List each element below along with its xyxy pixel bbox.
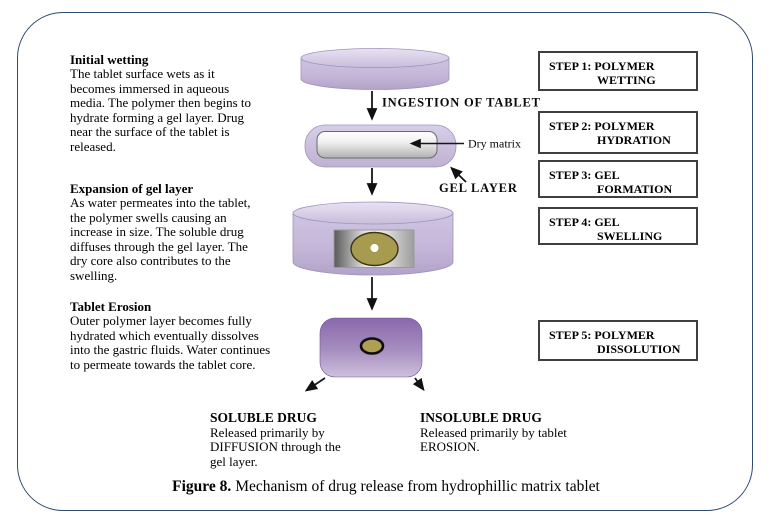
figure-caption: [0, 478, 772, 496]
outcome-line: gel layer.: [210, 453, 258, 469]
arrow-soluble: [307, 378, 325, 390]
step-line: STEP 4: GEL: [549, 215, 620, 229]
tablet-eroding: [320, 318, 422, 377]
block-title: Initial wetting: [70, 52, 149, 67]
step-line: STEP 1: POLYMER: [549, 59, 655, 73]
figure-caption-text: Mechanism of drug release from hydrophillic matrix tablet: [235, 478, 600, 495]
block-line: diffuses through the gel layer. The: [70, 238, 248, 254]
block-line: into the gastric fluids. Water continues: [70, 342, 271, 358]
block-line: the polymer swells causing an: [70, 209, 227, 225]
step-box-4: [538, 207, 698, 245]
dry-matrix-label: Dry matrix: [468, 136, 521, 151]
outcome-title: SOLUBLE DRUG: [210, 410, 317, 425]
drug-core-highlight: [371, 244, 379, 252]
ingestion-label: INGESTION OF TABLET: [382, 95, 541, 110]
step-box-2: [538, 111, 698, 154]
block-title: Tablet Erosion: [70, 299, 152, 314]
block-line: hydrate forming a gel layer. Drug: [70, 109, 244, 125]
outcome-line: Released primarily by: [210, 425, 325, 441]
dry-matrix-core: [317, 132, 437, 159]
gel-layer-label: GEL LAYER: [439, 181, 518, 195]
tablet-hydrating: [305, 125, 456, 167]
step-box-1: [538, 51, 698, 91]
block-title: Expansion of gel layer: [70, 181, 194, 196]
block-line: released.: [70, 138, 116, 154]
tablet-dry: [301, 49, 449, 90]
tablet-swollen: [293, 202, 453, 275]
step-line: STEP 2: POLYMER: [549, 119, 655, 133]
block-line: As water permeates into the tablet,: [70, 195, 251, 210]
step-line: DISSOLUTION: [597, 342, 681, 356]
step-line: HYDRATION: [597, 133, 671, 147]
block-line: Outer polymer layer becomes fully: [70, 313, 252, 328]
outcome-line: Released primarily by tablet: [420, 425, 567, 441]
block-line: to permeate towards the tablet core.: [70, 356, 256, 372]
block-line: dry core also contributes to the: [70, 253, 231, 269]
block-line: becomes immersed in aqueous: [70, 80, 230, 96]
drug-core-small: [361, 339, 383, 354]
figure-caption-number: Figure 8.: [172, 478, 232, 495]
step-box-5: [538, 320, 698, 361]
block-line: swelling.: [70, 267, 118, 283]
outcome-line: DIFFUSION through the: [210, 439, 341, 455]
step-line: STEP 5: POLYMER: [549, 328, 655, 342]
arrow-gel-layer: [452, 169, 466, 183]
outcome-line: EROSION.: [420, 439, 480, 455]
outcome-insoluble-drug: [420, 411, 630, 455]
block-line: hydrated which eventually dissolves: [70, 327, 259, 343]
outcome-title: INSOLUBLE DRUG: [420, 410, 542, 425]
outcome-soluble-drug: [210, 411, 380, 469]
step-line: SWELLING: [597, 229, 663, 243]
block-line: The tablet surface wets as it: [70, 66, 215, 81]
step-line: FORMATION: [597, 182, 673, 196]
block-line: media. The polymer then begins to: [70, 95, 251, 111]
block-line: near the surface of the tablet is: [70, 124, 230, 140]
step-line: WETTING: [597, 73, 656, 87]
tablet-release-diagram: [280, 40, 552, 400]
step-box-3: [538, 160, 698, 198]
step-line: STEP 3: GEL: [549, 168, 620, 182]
arrow-insoluble: [415, 378, 423, 389]
block-line: increase in size. The soluble drug: [70, 224, 244, 240]
